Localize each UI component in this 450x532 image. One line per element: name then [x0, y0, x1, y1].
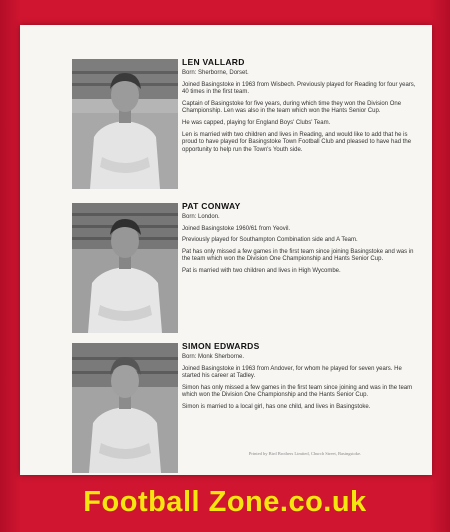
player-name: SIMON EDWARDS	[182, 341, 260, 351]
bio-paragraph: Joined Basingstoke 1960/61 from Yeovil.	[182, 225, 291, 232]
player-photo-image	[72, 59, 178, 189]
bio-paragraph: Joined Basingstoke in 1963 from Andover, for whom he played for seven years. He started his career at Tadley.	[182, 365, 402, 380]
bio-paragraph: Simon has only missed a few games in the first team since joining and was in the team which won the Division One Championship and the Hants Senior Cup.	[182, 384, 413, 399]
player-name: PAT CONWAY	[182, 201, 241, 211]
player-photo	[72, 203, 178, 333]
programme-page	[20, 25, 432, 475]
player-bio	[182, 57, 420, 158]
player-photo-image	[72, 343, 178, 473]
printer-imprint: Printed by Bird Brothers Limited, Church Street, Basingstoke.	[248, 451, 362, 456]
bio-paragraph: Captain of Basingstoke for five years, during which time they won the Division One Championship. Len was also in the team which won the Hants Senior Cup.	[182, 100, 402, 115]
player-birthplace: Born: London.	[182, 214, 220, 220]
player-photo	[72, 343, 178, 473]
bio-paragraph: Len is married with two children and lives in Reading, and would like to add that he is proud to have played for Basingstoke Town Football Club and pleased to have had the opportunity to help run the Town's Youth side.	[182, 131, 412, 153]
bio-paragraph: Simon is married to a local girl, has one child, and lives in Basingstoke.	[182, 403, 371, 410]
player-birthplace: Born: Monk Sherborne.	[182, 354, 245, 360]
player-name: LEN VALLARD	[182, 57, 245, 67]
player-birthplace: Born: Sherborne, Dorset.	[182, 70, 249, 76]
bio-paragraph: Pat is married with two children and lives in High Wycombe.	[182, 267, 341, 274]
bio-paragraph: He was capped, playing for England Boys' Clubs' Team.	[182, 119, 331, 126]
player-bio	[182, 341, 420, 416]
watermark-text: Football Zone.co.uk	[83, 486, 367, 518]
bio-paragraph: Pat has only missed a few games in the first team since joining Basingstoke and was in the team which won the Division One Championship and Hants Senior Cup.	[182, 248, 414, 263]
player-bio	[182, 201, 420, 280]
bio-paragraph: Previously played for Southampton Combination side and A Team.	[182, 237, 358, 244]
bio-paragraph: Joined Basingstoke in 1963 from Wisbech. Previously played for Reading for four years, 40 times in the first team.	[182, 81, 416, 96]
player-photo	[72, 59, 178, 189]
player-photo-image	[72, 203, 178, 333]
